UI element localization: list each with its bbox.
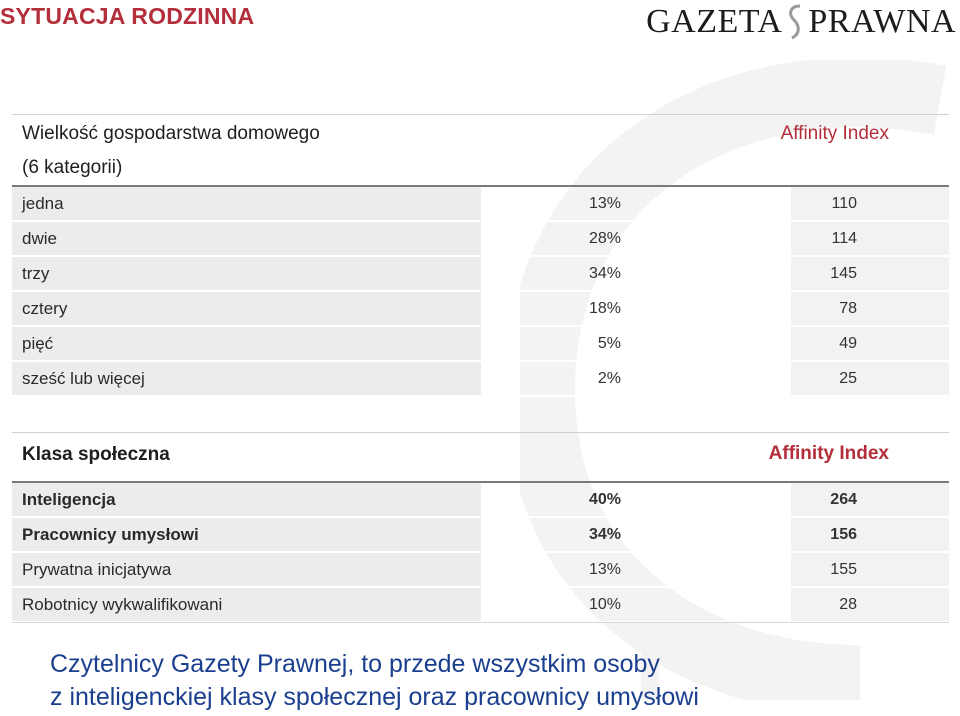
table-row (12, 483, 949, 518)
table-row (12, 588, 949, 623)
household-size-header (12, 114, 949, 187)
table-row (12, 222, 949, 257)
affinity-index-header: Affinity Index (768, 443, 889, 464)
social-class-label: Klasa społeczna (22, 444, 170, 465)
row-label: Inteligencja (12, 483, 481, 516)
row-label: sześć lub więcej (12, 362, 481, 395)
row-label: Prywatna inicjatywa (12, 553, 481, 586)
row-affinity-index: 110 (791, 187, 949, 220)
table-row (12, 257, 949, 292)
row-label: dwie (12, 222, 481, 255)
row-percentage: 18% (588, 299, 621, 317)
summary-line1: Czytelnicy Gazety Prawnej, to przede wszystkim osoby (50, 650, 660, 678)
page-title: SYTUACJA RODZINNA (0, 3, 255, 29)
row-affinity-index: 155 (791, 553, 949, 586)
logo-s-mark-icon (784, 2, 806, 42)
row-label: Pracownicy umysłowi (12, 518, 481, 551)
row-affinity-index: 25 (791, 362, 949, 395)
household-size-label (22, 117, 320, 185)
table-row (12, 553, 949, 588)
table-row (12, 362, 949, 397)
row-affinity-index: 28 (791, 588, 949, 621)
table-row (12, 187, 949, 222)
household-size-table (12, 114, 949, 397)
table-row (12, 327, 949, 362)
row-percentage: 34% (588, 264, 621, 282)
row-affinity-index: 49 (791, 327, 949, 360)
row-affinity-index: 156 (791, 518, 949, 551)
logo-text-left: GAZETA (646, 3, 783, 40)
row-label: cztery (12, 292, 481, 325)
household-size-label-line2: (6 kategorii) (22, 157, 123, 178)
row-label: pięć (12, 327, 481, 360)
social-class-table (12, 432, 949, 623)
row-percentage: 13% (588, 560, 621, 578)
row-affinity-index: 264 (791, 483, 949, 516)
logo-text-right: PRAWNA (808, 3, 956, 40)
table-bottom-divider (12, 622, 949, 623)
row-percentage: 34% (588, 525, 621, 543)
row-label: trzy (12, 257, 481, 290)
summary-text (50, 648, 699, 714)
gazeta-prawna-logo (646, 0, 956, 44)
row-affinity-index: 145 (791, 257, 949, 290)
household-size-label-line1: Wielkość gospodarstwa domowego (22, 123, 320, 144)
table-row (12, 518, 949, 553)
row-label: jedna (12, 187, 481, 220)
row-percentage: 5% (597, 334, 621, 352)
summary-line2: z inteligenckiej klasy społecznej oraz pracownicy umysłowi (50, 683, 699, 711)
row-percentage: 2% (597, 369, 621, 387)
social-class-header (12, 432, 949, 483)
row-percentage: 13% (588, 194, 621, 212)
table-row (12, 292, 949, 327)
row-percentage: 40% (588, 490, 621, 508)
row-label: Robotnicy wykwalifikowani (12, 588, 481, 621)
affinity-index-header: Affinity Index (780, 123, 889, 144)
row-percentage: 10% (588, 595, 621, 613)
row-affinity-index: 114 (791, 222, 949, 255)
row-affinity-index: 78 (791, 292, 949, 325)
row-percentage: 28% (588, 229, 621, 247)
